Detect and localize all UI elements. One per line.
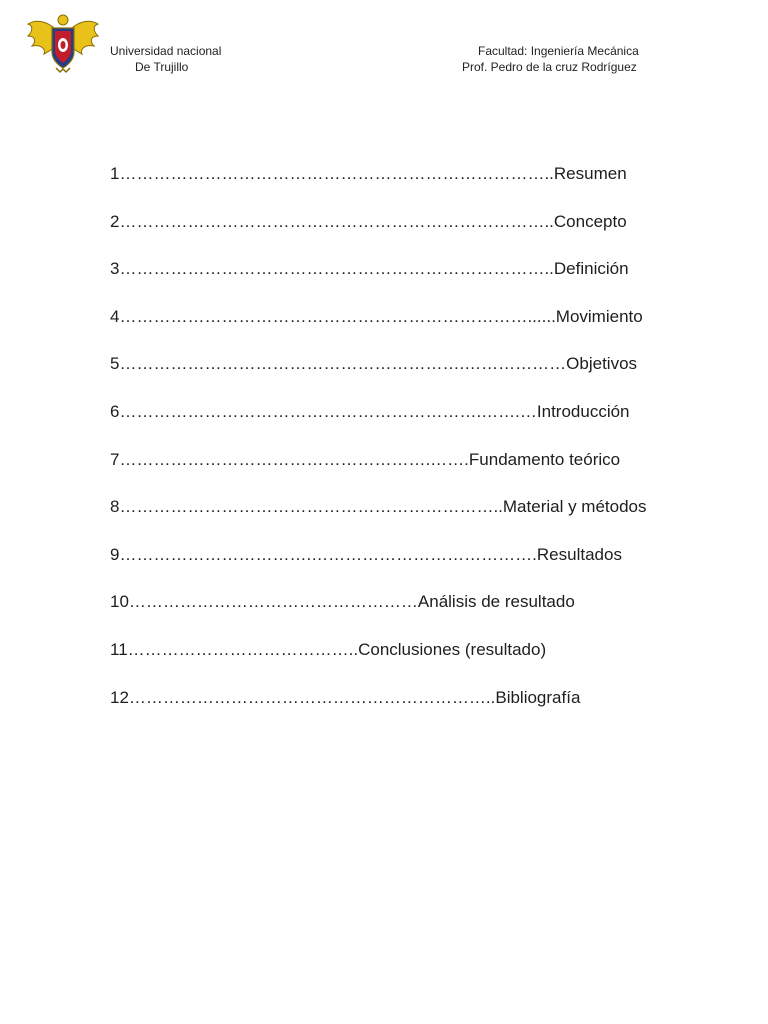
toc-item-analisis-resultado: 10……………………………………………Análisis de resultado (110, 592, 575, 611)
toc-item-fundamento-teorico: 7……………………………………………….…….Fundamento teórico (110, 450, 621, 469)
faculty-label: Facultad: Ingeniería Mecánica (478, 44, 639, 58)
toc-item-bibliografia: 12………………………………………………………..Bibliografía (110, 688, 581, 707)
professor-label: Prof. Pedro de la cruz Rodríguez (462, 60, 637, 74)
university-name-line2: De Trujillo (135, 60, 189, 74)
toc-item-concepto: 2…………………………………………………………………..Concepto (110, 212, 627, 231)
toc-item-definicion: 3…………………………………………………………………..Definición (110, 259, 629, 278)
toc-item-objetivos: 5…………………………………………………….………………Objetivos (110, 354, 638, 373)
toc-item-conclusiones: 11…………………………………..Conclusiones (resultado) (110, 640, 547, 659)
toc-item-resumen: 1…………………………………………………………………..Resumen (110, 164, 627, 183)
university-name-line1: Universidad nacional (110, 44, 222, 58)
toc-item-material-metodos: 8…………………………………………………………..Material y métodos (110, 497, 647, 516)
university-seal-logo (26, 12, 100, 74)
toc-item-movimiento: 4………………………………………………………………......Movimiento (110, 307, 643, 326)
toc-item-resultados: 9…………………………….………………………………….Resultados (110, 545, 622, 564)
toc-item-introduccion: 6……………………………………………………….…….…Introducción (110, 402, 630, 421)
